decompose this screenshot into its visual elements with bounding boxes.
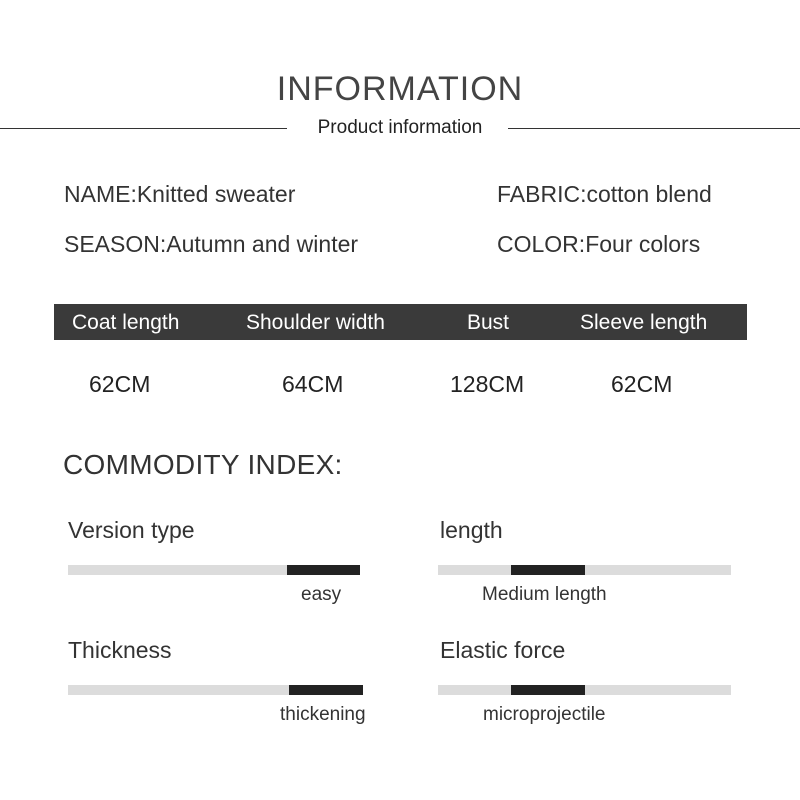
commodity-index-title: COMMODITY INDEX: — [63, 449, 343, 480]
size-header-sleeve-length: Sleeve length — [580, 311, 708, 334]
info-name — [64, 181, 295, 208]
index-indicator-elastic-force — [511, 685, 584, 695]
index-label-length: length — [440, 517, 503, 543]
index-track-version-type — [68, 565, 360, 575]
info-name-value: Knitted sweater — [136, 181, 296, 207]
page-subtitle: Product information — [317, 117, 483, 138]
size-value-shoulder-width: 64CM — [282, 371, 344, 397]
index-indicator-version-type — [287, 565, 360, 575]
size-value-bust: 128CM — [450, 371, 525, 397]
size-value-sleeve-length: 62CM — [611, 371, 673, 397]
index-caption-version-type: easy — [301, 584, 342, 605]
index-track-length — [438, 565, 731, 575]
index-caption-thickness: thickening — [280, 704, 366, 725]
info-season-label: SEASON: — [64, 231, 167, 257]
index-track-thickness — [68, 685, 363, 695]
info-fabric-value: cotton blend — [586, 181, 712, 207]
size-header-bust: Bust — [467, 311, 510, 334]
size-header-coat-length: Coat length — [72, 311, 180, 334]
index-indicator-thickness — [289, 685, 363, 695]
info-name-label: NAME: — [64, 181, 137, 207]
index-indicator-length — [511, 565, 584, 575]
info-fabric — [497, 181, 712, 208]
info-color-value: Four colors — [585, 231, 701, 257]
index-label-thickness: Thickness — [68, 637, 172, 663]
size-header-shoulder-width: Shoulder width — [246, 311, 385, 334]
page-title: INFORMATION — [276, 70, 524, 108]
info-season — [64, 231, 358, 258]
info-color — [497, 231, 700, 258]
index-caption-length: Medium length — [482, 584, 607, 605]
index-label-version-type: Version type — [68, 517, 195, 543]
index-label-elastic-force: Elastic force — [440, 637, 566, 663]
index-track-elastic-force — [438, 685, 731, 695]
index-caption-elastic-force: microprojectile — [483, 704, 606, 725]
info-color-label: COLOR: — [497, 231, 586, 257]
info-season-value: Autumn and winter — [166, 231, 359, 257]
size-value-coat-length: 62CM — [89, 371, 151, 397]
info-fabric-label: FABRIC: — [497, 181, 587, 207]
